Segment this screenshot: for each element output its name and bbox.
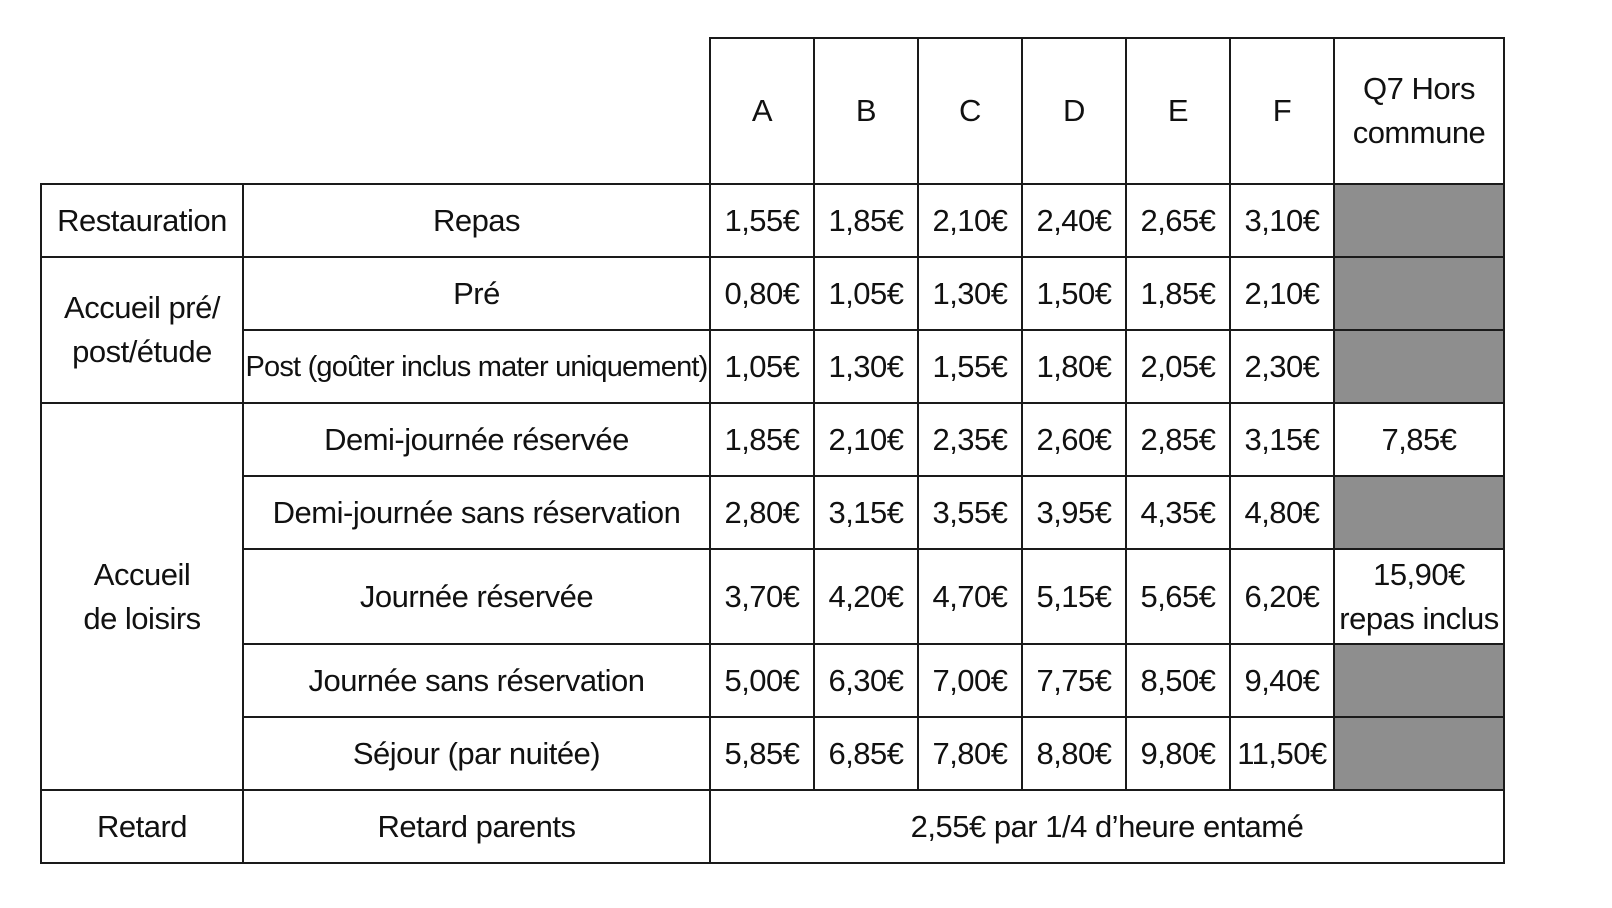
hors-commune-price-line2: repas inclus <box>1339 600 1499 636</box>
price-cell: 9,40€ <box>1230 644 1334 717</box>
table-row-journee-sans-reservation <box>41 644 1504 717</box>
price-cell: 5,65€ <box>1126 549 1230 644</box>
hors-commune-empty-cell <box>1334 644 1504 717</box>
price-cell: 4,20€ <box>814 549 918 644</box>
price-cell: 2,05€ <box>1126 330 1230 403</box>
row-label-sejour: Séjour (par nuitée) <box>243 717 710 790</box>
table-row-post <box>41 330 1504 403</box>
price-cell: 9,80€ <box>1126 717 1230 790</box>
hors-commune-header-line1: Q7 Hors <box>1363 71 1475 106</box>
hors-commune-empty-cell <box>1334 184 1504 257</box>
price-cell: 6,85€ <box>814 717 918 790</box>
price-cell: 1,55€ <box>918 330 1022 403</box>
price-cell: 2,65€ <box>1126 184 1230 257</box>
hors-commune-header-line2: commune <box>1352 115 1486 150</box>
table-row-repas <box>41 184 1504 257</box>
column-header-hors-commune <box>1334 38 1504 184</box>
header-empty-cell <box>41 38 710 184</box>
price-cell: 1,05€ <box>814 257 918 330</box>
price-cell: 1,50€ <box>1022 257 1126 330</box>
price-cell: 1,30€ <box>814 330 918 403</box>
retard-price: 2,55€ par 1/4 d’heure entamé <box>710 790 1504 863</box>
row-label-demi-journee-sans-reservation: Demi-journée sans réservation <box>243 476 710 549</box>
price-cell: 8,50€ <box>1126 644 1230 717</box>
price-cell: 6,30€ <box>814 644 918 717</box>
column-header-f: F <box>1230 38 1334 184</box>
price-cell: 1,30€ <box>918 257 1022 330</box>
price-cell: 3,95€ <box>1022 476 1126 549</box>
hors-commune-price <box>1334 549 1504 644</box>
category-accueil-loisirs <box>41 403 243 790</box>
row-label-journee-sans-reservation: Journée sans réservation <box>243 644 710 717</box>
table-row-journee-reservee <box>41 549 1504 644</box>
price-cell: 2,10€ <box>814 403 918 476</box>
price-cell: 3,15€ <box>814 476 918 549</box>
price-cell: 6,20€ <box>1230 549 1334 644</box>
column-header-a: A <box>710 38 814 184</box>
column-header-e: E <box>1126 38 1230 184</box>
hors-commune-price: 7,85€ <box>1334 403 1504 476</box>
row-label-pre: Pré <box>243 257 710 330</box>
price-cell: 2,80€ <box>710 476 814 549</box>
hors-commune-empty-cell <box>1334 476 1504 549</box>
row-label-demi-journee-reservee: Demi-journée réservée <box>243 403 710 476</box>
price-cell: 1,55€ <box>710 184 814 257</box>
price-cell: 4,70€ <box>918 549 1022 644</box>
category-accueil-pre-post-line1: Accueil pré/ <box>64 290 220 325</box>
price-cell: 2,35€ <box>918 403 1022 476</box>
price-cell: 1,85€ <box>710 403 814 476</box>
category-accueil-pre-post-line2: post/étude <box>72 334 212 369</box>
category-retard: Retard <box>41 790 243 863</box>
price-cell: 7,75€ <box>1022 644 1126 717</box>
price-cell: 5,00€ <box>710 644 814 717</box>
row-label-post: Post (goûter inclus mater uniquement) <box>243 330 710 403</box>
table-row-pre <box>41 257 1504 330</box>
price-cell: 11,50€ <box>1230 717 1334 790</box>
table-row-demi-journee-reservee <box>41 403 1504 476</box>
row-label-repas: Repas <box>243 184 710 257</box>
tarifs-table <box>40 37 1505 864</box>
table-row-sejour <box>41 717 1504 790</box>
price-cell: 2,30€ <box>1230 330 1334 403</box>
price-cell: 2,10€ <box>918 184 1022 257</box>
price-cell: 5,85€ <box>710 717 814 790</box>
table-row-retard <box>41 790 1504 863</box>
price-cell: 8,80€ <box>1022 717 1126 790</box>
price-cell: 5,15€ <box>1022 549 1126 644</box>
price-cell: 2,10€ <box>1230 257 1334 330</box>
hors-commune-empty-cell <box>1334 717 1504 790</box>
table-row-demi-journee-sans-reservation <box>41 476 1504 549</box>
price-cell: 3,10€ <box>1230 184 1334 257</box>
price-cell: 1,85€ <box>814 184 918 257</box>
price-cell: 1,80€ <box>1022 330 1126 403</box>
category-restauration: Restauration <box>41 184 243 257</box>
category-accueil-pre-post <box>41 257 243 403</box>
category-accueil-loisirs-line1: Accueil <box>93 556 191 592</box>
price-cell: 4,35€ <box>1126 476 1230 549</box>
column-header-c: C <box>918 38 1022 184</box>
hors-commune-empty-cell <box>1334 257 1504 330</box>
price-cell: 1,85€ <box>1126 257 1230 330</box>
row-label-journee-reservee: Journée réservée <box>243 549 710 644</box>
price-cell: 3,70€ <box>710 549 814 644</box>
price-cell: 2,85€ <box>1126 403 1230 476</box>
row-label-retard-parents: Retard parents <box>243 790 710 863</box>
header-row <box>41 38 1504 184</box>
price-cell: 0,80€ <box>710 257 814 330</box>
hors-commune-price-line1: 15,90€ <box>1373 556 1465 592</box>
price-cell: 1,05€ <box>710 330 814 403</box>
price-cell: 3,55€ <box>918 476 1022 549</box>
price-cell: 2,40€ <box>1022 184 1126 257</box>
hors-commune-empty-cell <box>1334 330 1504 403</box>
column-header-d: D <box>1022 38 1126 184</box>
price-cell: 7,00€ <box>918 644 1022 717</box>
price-cell: 2,60€ <box>1022 403 1126 476</box>
price-cell: 3,15€ <box>1230 403 1334 476</box>
price-cell: 7,80€ <box>918 717 1022 790</box>
column-header-b: B <box>814 38 918 184</box>
category-accueil-loisirs-line2: de loisirs <box>83 600 201 636</box>
price-cell: 4,80€ <box>1230 476 1334 549</box>
